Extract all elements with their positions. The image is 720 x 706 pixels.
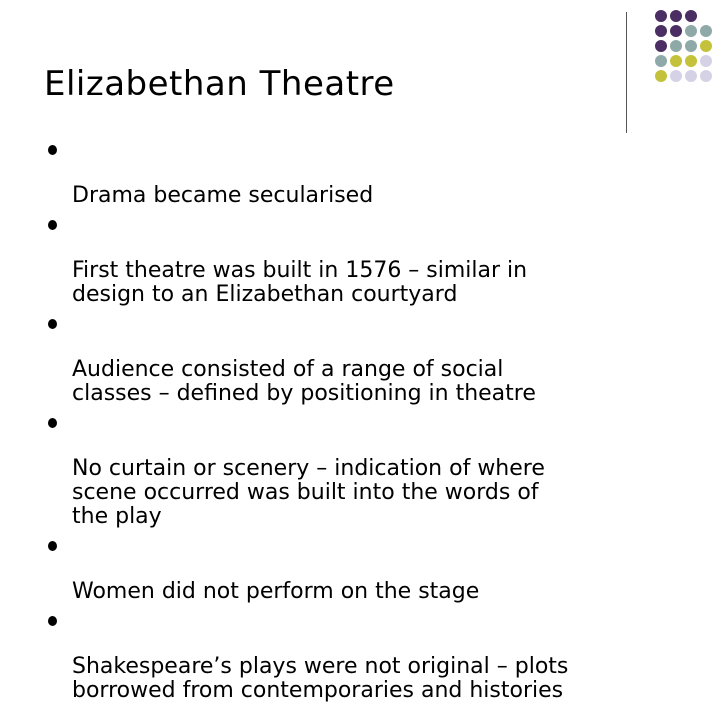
bullet-dot-icon <box>48 541 57 551</box>
bullet-text: Drama became secularised <box>72 183 374 208</box>
decorative-divider-line <box>626 12 627 133</box>
bullet-item <box>44 310 684 406</box>
bullet-dot-icon <box>48 616 57 626</box>
decorative-dot <box>670 40 682 52</box>
decorative-dot <box>655 25 667 37</box>
decorative-dot <box>685 55 697 67</box>
decorative-dot <box>685 40 697 52</box>
decorative-dot-grid <box>640 10 720 122</box>
decorative-dot <box>670 55 682 67</box>
decorative-dot <box>655 55 667 67</box>
bullet-text: Audience consisted of a range of social classes – defined by positioning in theatre <box>72 357 536 406</box>
bullet-text: No curtain or scenery – indication of where scene occurred was built into the words of the play <box>72 456 545 529</box>
decorative-dot <box>655 10 667 22</box>
bullet-dot-icon <box>48 319 57 329</box>
bullet-item <box>44 211 684 307</box>
bullet-dot-icon <box>48 145 57 155</box>
slide-title: Elizabethan Theatre <box>44 64 395 104</box>
bullet-item <box>44 607 684 703</box>
decorative-dot <box>685 10 697 22</box>
bullet-text: Shakespeare’s plays were not original – plots borrowed from contemporaries and histories <box>72 654 569 703</box>
bullet-item <box>44 409 684 529</box>
bullet-text: First theatre was built in 1576 – similar in design to an Elizabethan courtyard <box>72 258 528 307</box>
decorative-dot <box>685 25 697 37</box>
decorative-dot <box>700 40 712 52</box>
decorative-dot <box>700 70 712 82</box>
decorative-dot <box>685 70 697 82</box>
decorative-dot <box>670 25 682 37</box>
bullet-item <box>44 532 684 604</box>
decorative-dot <box>670 10 682 22</box>
bullet-item <box>44 136 684 208</box>
bullet-dot-icon <box>48 418 57 428</box>
bullet-dot-icon <box>48 220 57 230</box>
decorative-dot <box>700 25 712 37</box>
bullet-text: Women did not perform on the stage <box>72 579 480 604</box>
decorative-dot <box>670 70 682 82</box>
decorative-dot <box>655 70 667 82</box>
bullet-list <box>44 136 684 706</box>
decorative-dot <box>700 55 712 67</box>
decorative-dot <box>655 40 667 52</box>
